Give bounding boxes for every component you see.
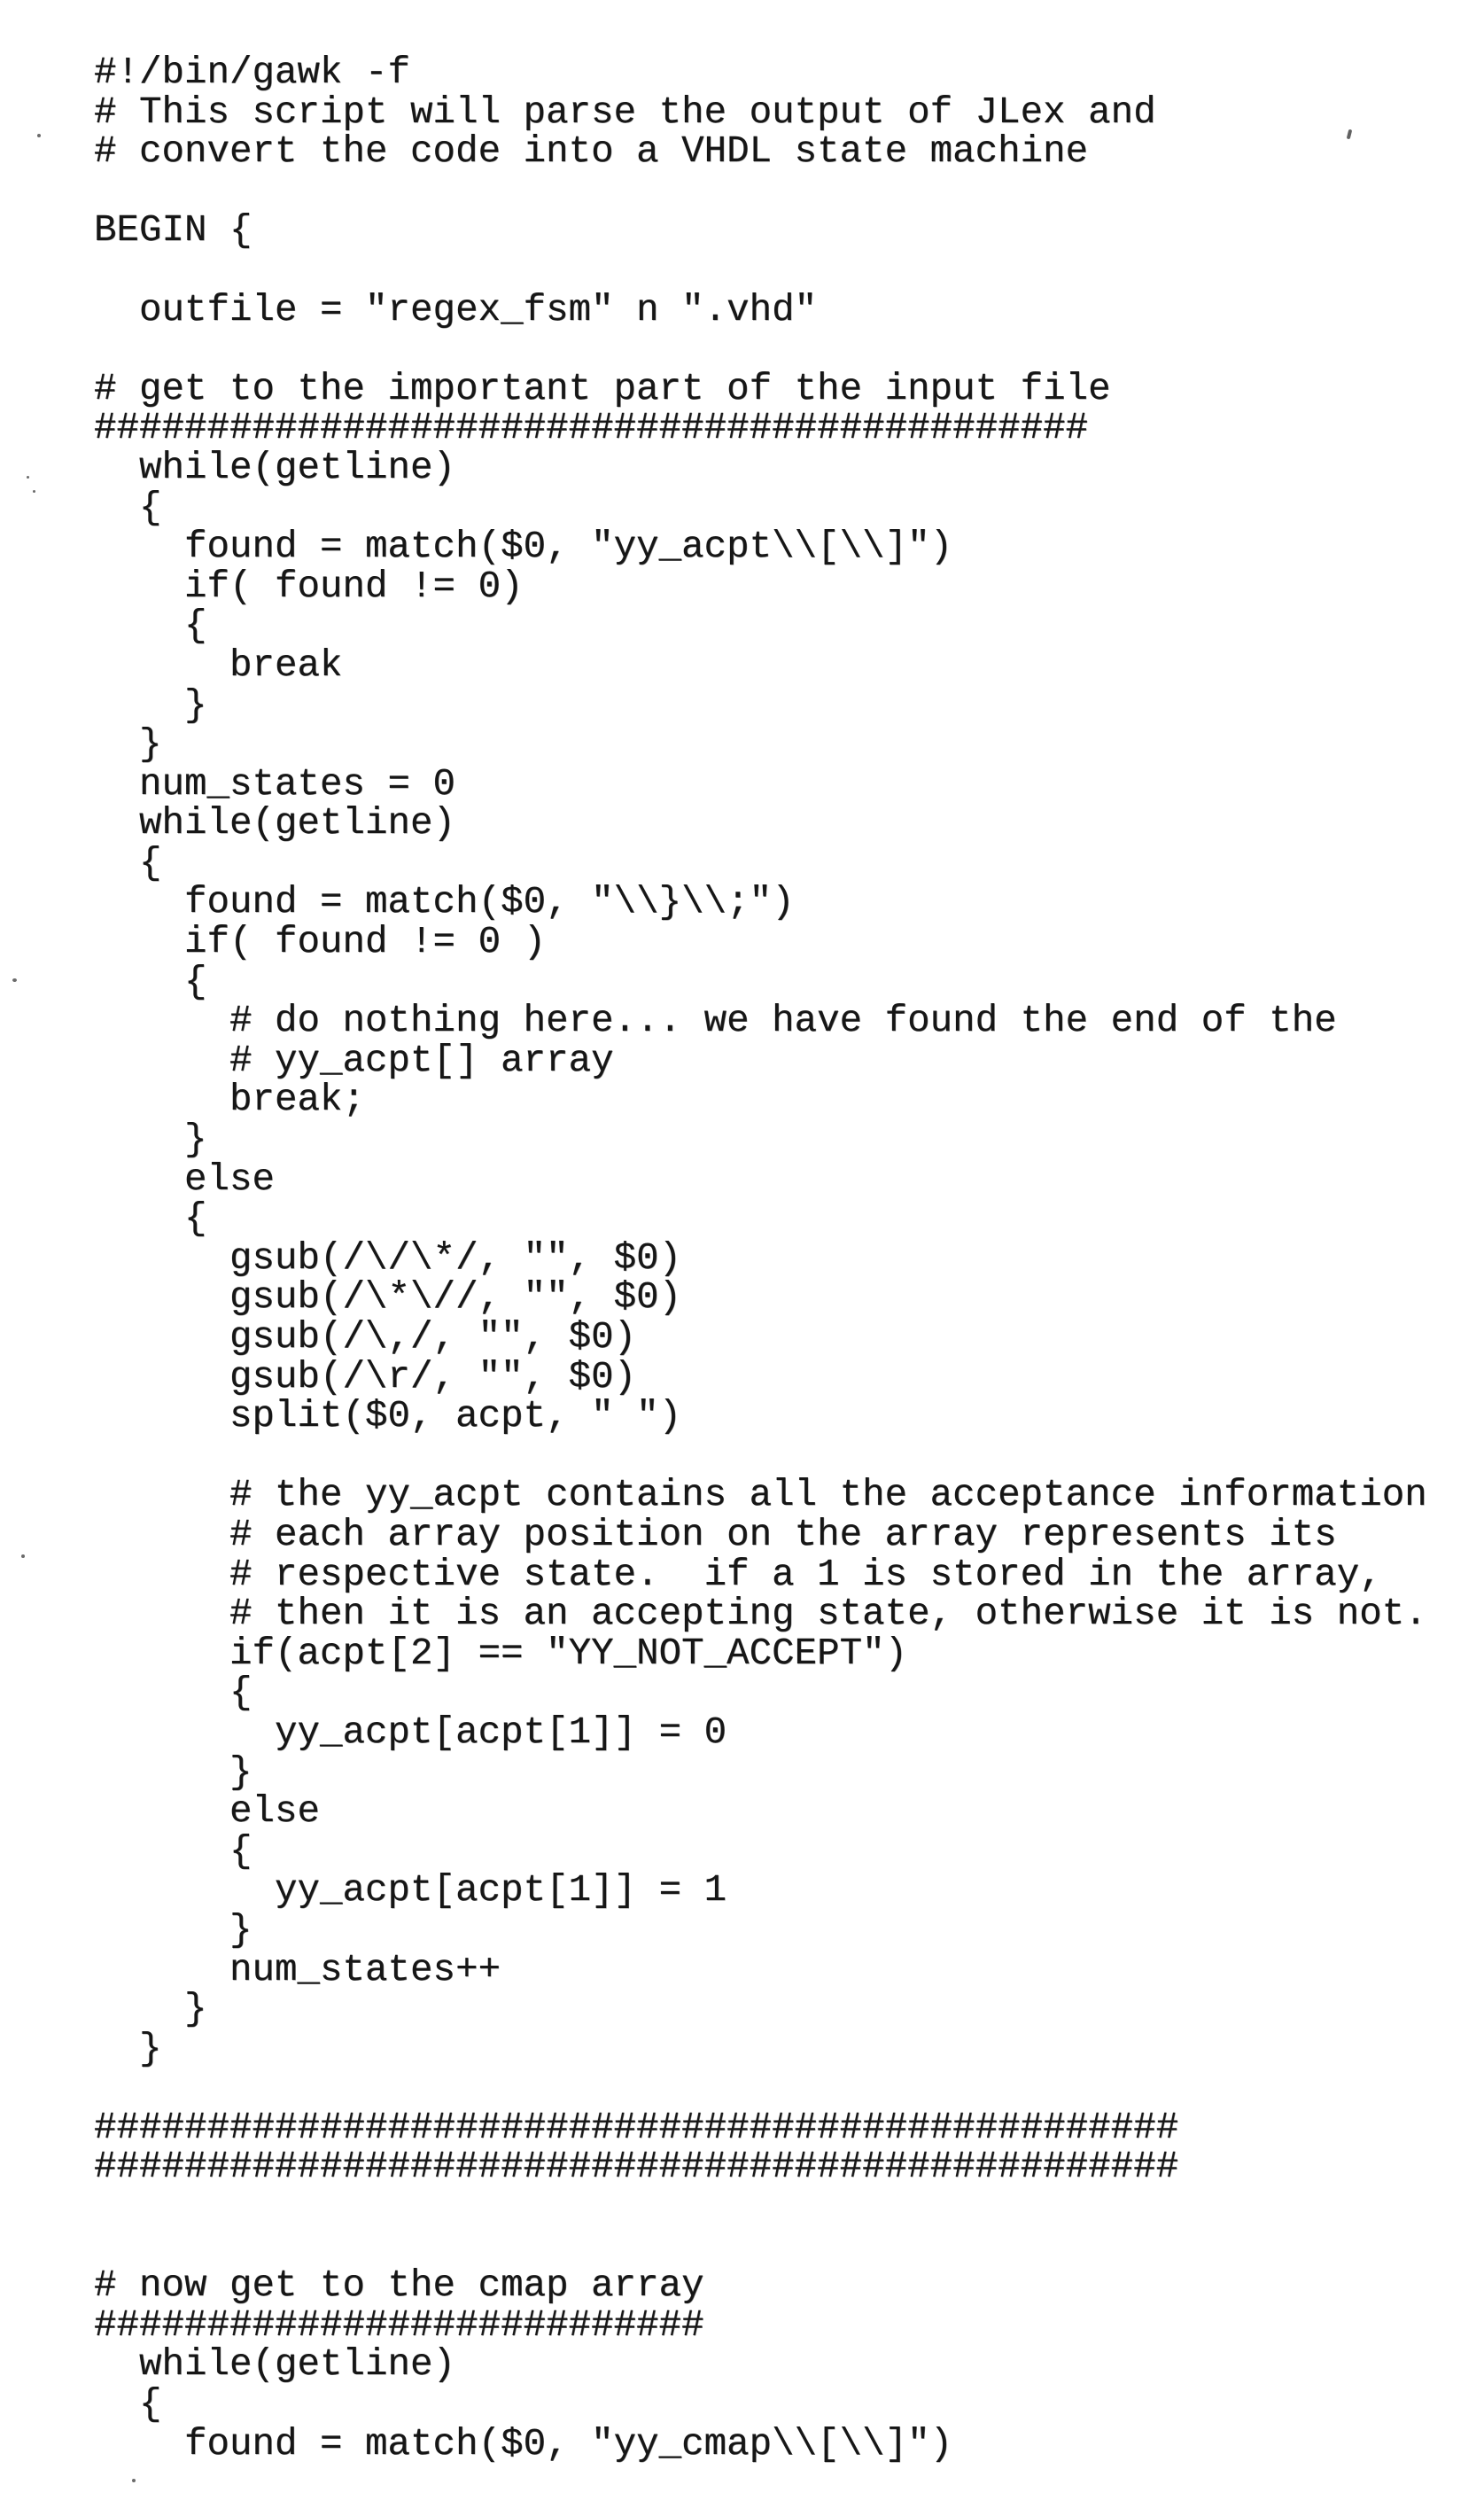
code-line: {	[94, 604, 207, 648]
code-line: # do nothing here... we have found the end of the	[94, 1000, 1337, 1043]
code-line: {	[94, 960, 207, 1003]
code-line: }	[94, 683, 207, 727]
scan-speck	[27, 476, 29, 479]
code-line: yy_acpt[acpt[1]] = 0	[94, 1710, 727, 1754]
scan-speck	[132, 2479, 136, 2482]
code-line: }	[94, 1750, 253, 1794]
code-line: BEGIN {	[94, 209, 253, 253]
code-listing	[94, 53, 1427, 2464]
code-line: }	[94, 2027, 162, 2070]
code-line: # This script will parse the output of JLex and	[94, 90, 1156, 134]
code-line: {	[94, 1671, 253, 1715]
code-line: yy_acpt[acpt[1]] = 1	[94, 1869, 727, 1912]
code-line: # each array position on the array represents its	[94, 1513, 1337, 1556]
code-line: }	[94, 1988, 207, 2031]
code-line: break;	[94, 1079, 366, 1122]
scan-speck	[12, 978, 17, 982]
scan-speck	[21, 1554, 25, 1558]
code-line: found = match($0, "\\}\\;")	[94, 881, 795, 924]
code-line: ################################################	[94, 2106, 1179, 2149]
code-line: # yy_acpt[] array	[94, 1039, 614, 1082]
code-line	[94, 2227, 1427, 2267]
code-line: # respective state. if a 1 is stored in the array,	[94, 1553, 1382, 1596]
code-line: ################################################	[94, 2146, 1179, 2189]
code-line: # get to the important part of the input file	[94, 367, 1111, 410]
code-line: {	[94, 1829, 253, 1873]
code-line: {	[94, 841, 162, 884]
code-line: if( found != 0 )	[94, 921, 547, 964]
code-line: {	[94, 1197, 207, 1241]
code-line: if(acpt[2] == "YY_NOT_ACCEPT")	[94, 1632, 908, 1675]
code-line: found = match($0, "yy_acpt\\[\\]")	[94, 526, 953, 569]
scan-speck	[37, 134, 41, 137]
code-line: ###########################	[94, 2303, 704, 2347]
code-line: # the yy_acpt contains all the acceptance information	[94, 1474, 1427, 1517]
code-line: {	[94, 2383, 162, 2426]
code-line: else	[94, 1790, 321, 1834]
code-line: else	[94, 1157, 276, 1201]
code-line: while(getline)	[94, 2343, 456, 2387]
code-line: split($0, acpt, " ")	[94, 1395, 682, 1438]
code-line: while(getline)	[94, 446, 456, 489]
code-line	[94, 251, 1427, 291]
code-line: break	[94, 643, 343, 687]
code-line: found = match($0, "yy_cmap\\[\\]")	[94, 2422, 953, 2465]
code-line	[94, 172, 1427, 212]
code-line	[94, 1437, 1427, 1476]
code-line: #!/bin/gawk -f	[94, 51, 411, 94]
code-line: # then it is an accepting state, otherwise it is not.	[94, 1593, 1427, 1636]
code-line: gsub(/\,/, "", $0)	[94, 1316, 637, 1359]
code-line: {	[94, 486, 162, 529]
code-line	[94, 2068, 1427, 2108]
code-line: if( found != 0)	[94, 565, 524, 608]
code-line: outfile = "regex_fsm" n ".vhd"	[94, 288, 818, 331]
scan-speck	[33, 490, 35, 493]
code-line: # convert the code into a VHDL state machine	[94, 130, 1089, 174]
code-line: ############################################	[94, 407, 1089, 450]
code-line: gsub(/\*\//, "", $0)	[94, 1276, 682, 1320]
code-line: num_states = 0	[94, 762, 456, 806]
code-line: }	[94, 723, 162, 767]
code-line: num_states++	[94, 1948, 501, 1991]
code-line: }	[94, 1118, 207, 1162]
code-line: gsub(/\/\*/, "", $0)	[94, 1236, 682, 1280]
code-line	[94, 330, 1427, 370]
code-line: while(getline)	[94, 802, 456, 845]
code-line	[94, 2187, 1427, 2227]
code-line: gsub(/\r/, "", $0)	[94, 1355, 637, 1398]
code-line: }	[94, 1908, 253, 1951]
code-line: # now get to the cmap array	[94, 2264, 704, 2308]
